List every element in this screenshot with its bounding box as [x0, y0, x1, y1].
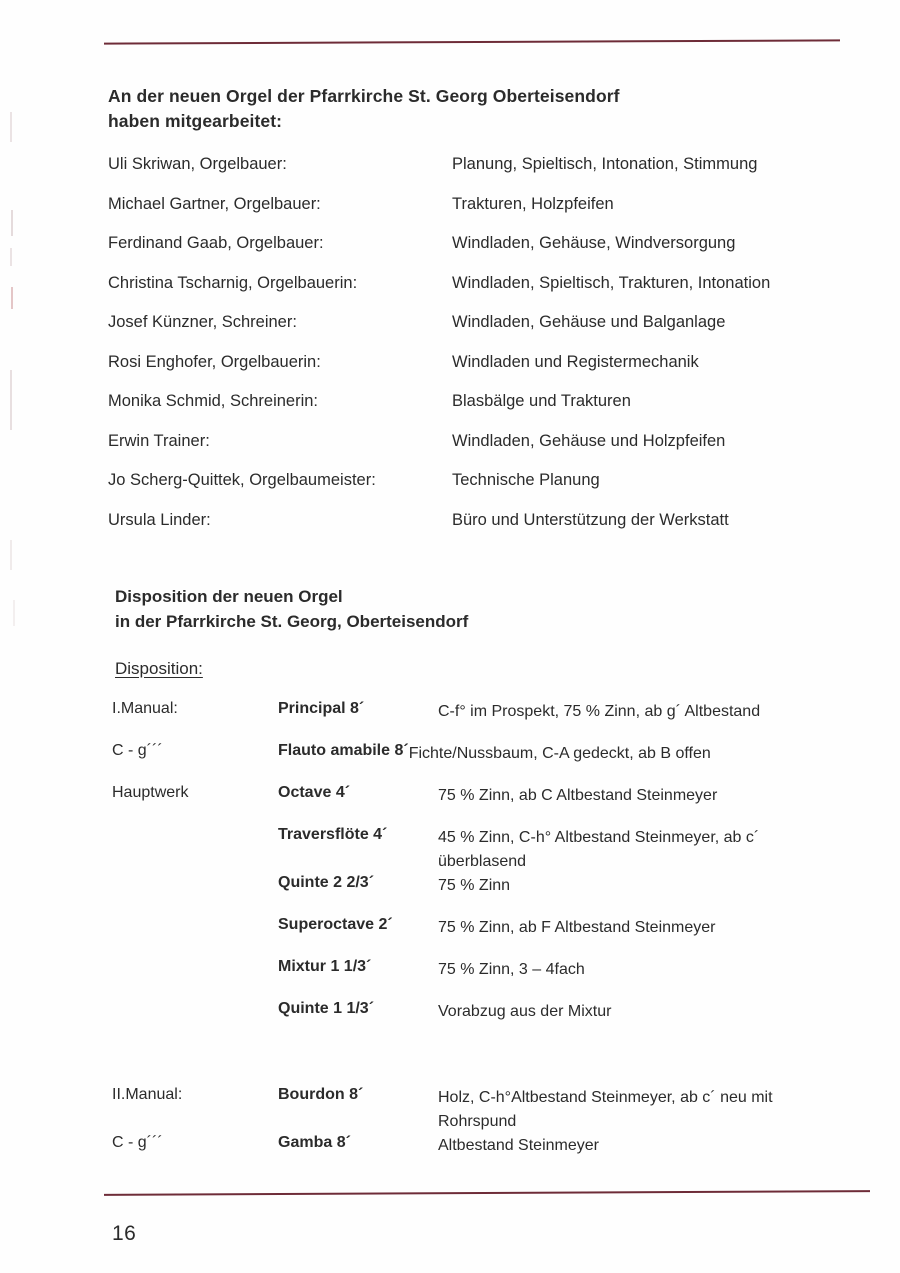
contributor-row: [108, 392, 868, 432]
stop-description: [438, 1086, 882, 1134]
page-number: 16: [112, 1222, 137, 1245]
disposition-row: [112, 916, 882, 958]
disposition-row: [112, 784, 882, 826]
contributor-task: Windladen und Registermechanik: [452, 352, 699, 371]
stop-name: Flauto amabile 8´: [278, 742, 409, 759]
stop-description: Altbestand Steinmeyer: [438, 1137, 599, 1154]
contributor-row: [108, 353, 868, 393]
disposition-row: [112, 1086, 882, 1134]
disposition-row: [112, 1000, 882, 1042]
contributors-heading-line1: An der neuen Orgel der Pfarrkirche St. Georg Oberteisendorf: [108, 86, 620, 106]
scan-artifact: [10, 248, 12, 266]
stop-description-line2: Rohrspund: [438, 1113, 517, 1130]
contributor-task: Technische Planung: [452, 471, 600, 489]
contributor-row: [108, 432, 868, 472]
stop-description: 75 % Zinn, 3 – 4fach: [438, 961, 585, 978]
contributor-row: [108, 511, 868, 551]
stop-name: Traversflöte 4´: [278, 826, 388, 843]
stop-description: C-f° im Prospekt, 75 % Zinn, ab g´ Altbestand: [438, 703, 761, 720]
contributor-task: Windladen, Gehäuse und Holzpfeifen: [452, 431, 726, 450]
scan-artifact: [10, 540, 12, 570]
stop-description-line1: Holz, C-h°Altbestand Steinmeyer, ab c´ neu mit: [438, 1089, 773, 1106]
disposition-table: [112, 700, 882, 1176]
contributor-row: [108, 155, 868, 195]
contributors-heading-line2: haben mitgearbeitet:: [108, 111, 283, 131]
contributor-name: Monika Schmid, Schreinerin:: [108, 392, 319, 410]
contributor-name: Michael Gartner, Orgelbauer:: [108, 194, 321, 213]
stop-description: 75 % Zinn, ab F Altbestand Steinmeyer: [438, 919, 716, 936]
contributor-name: Jo Scherg-Quittek, Orgelbaumeister:: [108, 471, 376, 489]
manual-label: C - g´´´: [112, 742, 163, 759]
contributor-name: Christina Tscharnig, Orgelbauerin:: [108, 273, 358, 292]
disposition-row: [112, 826, 882, 874]
contributor-row: [108, 234, 868, 274]
scan-artifact: [10, 370, 12, 430]
stop-name: Mixtur 1 1/3´: [278, 958, 372, 975]
disposition-row: [112, 742, 882, 784]
disposition-heading-line2: in der Pfarrkirche St. Georg, Oberteisendorf: [115, 612, 469, 631]
stop-name: Octave 4´: [278, 784, 351, 801]
contributors-heading: [108, 84, 848, 134]
stop-description-line2: überblasend: [438, 853, 527, 870]
contributor-name: Erwin Trainer:: [108, 431, 210, 450]
contributor-row: [108, 195, 868, 235]
scan-artifact: [11, 287, 13, 309]
stop-name: Bourdon 8´: [278, 1086, 364, 1103]
disposition-row: [112, 700, 882, 742]
stop-description: Vorabzug aus der Mixtur: [438, 1003, 612, 1020]
disposition-row: [112, 958, 882, 1000]
disposition-heading-line1: Disposition der neuen Orgel: [115, 587, 343, 606]
contributor-task: Windladen, Gehäuse und Balganlage: [452, 313, 726, 331]
stop-description: Fichte/Nussbaum, C-A gedeckt, ab B offen: [408, 745, 711, 762]
manual-label: Hauptwerk: [112, 784, 189, 801]
disposition-heading: [115, 584, 855, 634]
stop-description: 75 % Zinn: [438, 877, 511, 894]
contributor-task: Blasbälge und Trakturen: [452, 392, 631, 410]
scan-artifact: [13, 600, 15, 626]
contributor-name: Ursula Linder:: [108, 510, 211, 529]
contributor-name: Uli Skriwan, Orgelbauer:: [108, 155, 287, 173]
scan-artifact: [11, 210, 13, 236]
disposition-row: [112, 1134, 882, 1176]
stop-name: Superoctave 2´: [278, 916, 393, 933]
disposition-label: Disposition:: [115, 659, 203, 678]
stop-name: Principal 8´: [278, 700, 365, 717]
contributor-name: Rosi Enghofer, Orgelbauerin:: [108, 352, 321, 371]
manual-label: II.Manual:: [112, 1086, 183, 1103]
contributor-row: [108, 471, 868, 511]
contributor-task: Trakturen, Holzpfeifen: [452, 194, 614, 213]
stop-name: Gamba 8´: [278, 1134, 351, 1151]
contributor-task: Windladen, Gehäuse, Windversorgung: [452, 234, 736, 252]
header-rule: [104, 39, 840, 44]
stop-description-line1: 45 % Zinn, C-h° Altbestand Steinmeyer, ab c´: [438, 829, 760, 846]
contributor-task: Windladen, Spieltisch, Trakturen, Intonation: [452, 273, 771, 292]
stop-name: Quinte 2 2/3´: [278, 874, 375, 891]
contributors-list: [108, 155, 868, 550]
manual-label: I.Manual:: [112, 700, 178, 717]
contributor-task: Büro und Unterstützung der Werkstatt: [452, 510, 729, 529]
contributor-row: [108, 274, 868, 314]
contributor-row: [108, 313, 868, 353]
footer-rule: [104, 1190, 870, 1196]
stop-description: 75 % Zinn, ab C Altbestand Steinmeyer: [438, 787, 718, 804]
stop-name: Quinte 1 1/3´: [278, 1000, 375, 1017]
disposition-row: [112, 874, 882, 916]
scan-artifact: [10, 112, 12, 142]
stop-description: [438, 826, 882, 874]
manual-label: C - g´´´: [112, 1134, 163, 1151]
contributor-task: Planung, Spieltisch, Intonation, Stimmung: [452, 155, 758, 173]
contributor-name: Ferdinand Gaab, Orgelbauer:: [108, 234, 324, 252]
contributor-name: Josef Künzner, Schreiner:: [108, 313, 297, 331]
